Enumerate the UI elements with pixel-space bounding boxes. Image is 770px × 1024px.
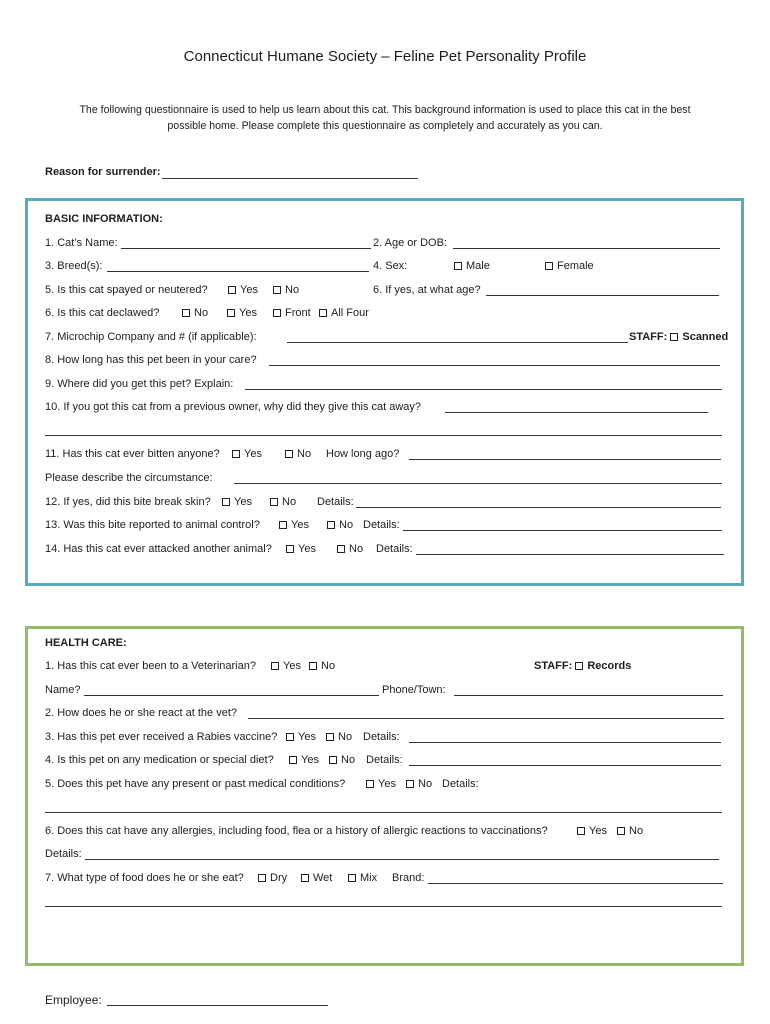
rabies-details-label: Details: (363, 731, 400, 743)
previous-owner-label: 10. If you got this cat from a previous owner, why did they give this cat away? (45, 401, 422, 413)
sex-female-option[interactable]: Female (545, 260, 594, 272)
declawed-allfour-option[interactable]: All Four (319, 307, 369, 319)
vet-visit-label: 1. Has this cat ever been to a Veterinarian? (45, 660, 256, 672)
checkbox-icon[interactable] (222, 498, 230, 506)
circumstance-field[interactable] (234, 483, 722, 484)
rabies-no-option[interactable]: No (326, 731, 352, 743)
food-brand-label: Brand: (392, 872, 425, 884)
previous-owner-field-continued[interactable] (45, 435, 722, 436)
health-care-heading: HEALTH CARE: (45, 637, 127, 649)
conditions-details-label: Details: (442, 778, 479, 790)
intro-text (40, 102, 730, 134)
vet-visit-no-option[interactable]: No (309, 660, 335, 672)
checkbox-icon[interactable] (366, 780, 374, 788)
bite-skin-no-option[interactable]: No (270, 496, 296, 508)
checkbox-icon[interactable] (406, 780, 414, 788)
rabies-yes-option[interactable]: Yes (286, 731, 316, 743)
vet-reaction-label: 2. How does he or she react at the vet? (45, 707, 238, 719)
spayed-yes-option[interactable]: Yes (228, 284, 258, 296)
bite-reported-details-field[interactable] (403, 530, 722, 531)
health-care-section (25, 626, 744, 966)
breed-label: 3. Breed(s): (45, 260, 103, 272)
microchip-label: 7. Microchip Company and # (if applicable): (45, 331, 257, 343)
vet-phone-field[interactable] (454, 695, 723, 696)
bitten-no-option[interactable]: No (285, 448, 311, 460)
sex-male-option[interactable]: Male (454, 260, 490, 272)
cat-name-field[interactable] (121, 248, 371, 249)
bitten-yes-option[interactable]: Yes (232, 448, 262, 460)
declawed-no-option[interactable]: No (182, 307, 208, 319)
checkbox-icon[interactable] (227, 309, 235, 317)
checkbox-icon[interactable] (319, 309, 327, 317)
checkbox-icon[interactable] (329, 756, 337, 764)
medication-yes-option[interactable]: Yes (289, 754, 319, 766)
conditions-no-option[interactable]: No (406, 778, 432, 790)
checkbox-icon[interactable] (337, 545, 345, 553)
bite-skin-details-field[interactable] (356, 507, 721, 508)
food-brand-field[interactable] (428, 883, 723, 884)
staff-scanned[interactable]: STAFF: Scanned (629, 331, 729, 343)
checkbox-icon[interactable] (258, 874, 266, 882)
vet-name-field[interactable] (84, 695, 379, 696)
food-brand-field-continued[interactable] (45, 906, 722, 907)
rabies-label: 3. Has this pet ever received a Rabies vaccine? (45, 731, 278, 743)
checkbox-icon[interactable] (286, 733, 294, 741)
attacked-label: 14. Has this cat ever attacked another animal? (45, 543, 272, 555)
sex-label: 4. Sex: (373, 260, 408, 272)
vet-visit-yes-option[interactable]: Yes (271, 660, 301, 672)
attacked-yes-option[interactable]: Yes (286, 543, 316, 555)
employee-label: Employee: (45, 993, 102, 1007)
checkbox-icon[interactable] (577, 827, 585, 835)
previous-owner-field[interactable] (445, 412, 708, 413)
checkbox-icon[interactable] (617, 827, 625, 835)
food-type-label: 7. What type of food does he or she eat? (45, 872, 244, 884)
checkbox-icon[interactable] (279, 521, 287, 529)
age-field[interactable] (453, 248, 720, 249)
spay-age-field[interactable] (486, 295, 719, 296)
bite-howlong-label: How long ago? (326, 448, 400, 460)
spay-age-label: 6. If yes, at what age? (373, 284, 481, 296)
attacked-details-field[interactable] (416, 554, 724, 555)
vet-phone-label: Phone/Town: (382, 684, 446, 696)
medication-no-option[interactable]: No (329, 754, 355, 766)
page-title: Connecticut Humane Society – Feline Pet Personality Profile (183, 48, 587, 65)
intro-line-1: The following questionnaire is used to help us learn about this cat. This background information is used to place this cat in the best (79, 104, 691, 116)
spayed-no-option[interactable]: No (273, 284, 299, 296)
checkbox-icon[interactable] (545, 262, 553, 270)
checkbox-icon[interactable] (301, 874, 309, 882)
checkbox-icon[interactable] (327, 521, 335, 529)
medication-details-label: Details: (366, 754, 403, 766)
staff-records[interactable]: STAFF: Records (534, 660, 632, 672)
checkbox-icon[interactable] (286, 545, 294, 553)
circumstance-label: Please describe the circumstance: (45, 472, 213, 484)
cat-name-label: 1. Cat’s Name: (45, 237, 118, 249)
checkbox-icon[interactable] (232, 450, 240, 458)
checkbox-icon[interactable] (271, 662, 279, 670)
conditions-label: 5. Does this pet have any present or past medical conditions? (45, 778, 346, 790)
conditions-yes-option[interactable]: Yes (366, 778, 396, 790)
medication-details-field[interactable] (409, 765, 721, 766)
food-mix-option[interactable]: Mix (348, 872, 377, 884)
allergies-details-field[interactable] (85, 859, 719, 860)
declawed-yes-option[interactable]: Yes (227, 307, 257, 319)
checkbox-icon[interactable] (228, 286, 236, 294)
allergies-yes-option[interactable]: Yes (577, 825, 607, 837)
bite-reported-details-label: Details: (363, 519, 400, 531)
bite-reported-label: 13. Was this bite reported to animal control? (45, 519, 260, 531)
checkbox-icon[interactable] (273, 309, 281, 317)
spayed-label: 5. Is this cat spayed or neutered? (45, 284, 208, 296)
conditions-details-field[interactable] (45, 812, 722, 813)
vet-reaction-field[interactable] (248, 718, 724, 719)
checkbox-icon[interactable] (454, 262, 462, 270)
attacked-details-label: Details: (376, 543, 413, 555)
declawed-front-option[interactable]: Front (273, 307, 311, 319)
checkbox-icon[interactable] (670, 333, 678, 341)
reason-field[interactable] (162, 178, 418, 179)
medication-label: 4. Is this pet on any medication or special diet? (45, 754, 274, 766)
checkbox-icon[interactable] (285, 450, 293, 458)
allergies-details-label: Details: (45, 848, 82, 860)
intro-line-2: possible home. Please complete this questionnaire as completely and accurately as you can. (167, 120, 603, 132)
bite-skin-yes-option[interactable]: Yes (222, 496, 252, 508)
microchip-field[interactable] (287, 342, 628, 343)
bite-reported-yes-option[interactable]: Yes (279, 519, 309, 531)
checkbox-icon[interactable] (289, 756, 297, 764)
bite-reported-no-option[interactable]: No (327, 519, 353, 531)
allergies-label: 6. Does this cat have any allergies, including food, flea or a history of allergic reactions to vaccinations? (45, 825, 548, 837)
origin-label: 9. Where did you get this pet? Explain: (45, 378, 234, 390)
breed-field[interactable] (107, 271, 369, 272)
bite-howlong-field[interactable] (409, 459, 721, 460)
vet-name-label: Name? (45, 684, 81, 696)
checkbox-icon[interactable] (326, 733, 334, 741)
food-wet-option[interactable]: Wet (301, 872, 332, 884)
bite-skin-details-label: Details: (317, 496, 354, 508)
checkbox-icon[interactable] (273, 286, 281, 294)
bitten-label: 11. Has this cat ever bitten anyone? (45, 448, 220, 460)
basic-info-heading: BASIC INFORMATION: (45, 213, 163, 225)
food-dry-option[interactable]: Dry (258, 872, 287, 884)
declawed-label: 6. Is this cat declawed? (45, 307, 160, 319)
allergies-no-option[interactable]: No (617, 825, 643, 837)
rabies-details-field[interactable] (409, 742, 721, 743)
checkbox-icon[interactable] (309, 662, 317, 670)
care-duration-field[interactable] (269, 365, 720, 366)
origin-field[interactable] (245, 389, 722, 390)
care-duration-label: 8. How long has this pet been in your care? (45, 354, 257, 366)
checkbox-icon[interactable] (270, 498, 278, 506)
checkbox-icon[interactable] (575, 662, 583, 670)
employee-field[interactable] (107, 1005, 328, 1006)
age-label: 2. Age or DOB: (373, 237, 447, 249)
reason-label: Reason for surrender: (45, 166, 161, 178)
checkbox-icon[interactable] (348, 874, 356, 882)
bite-skin-label: 12. If yes, did this bite break skin? (45, 496, 211, 508)
checkbox-icon[interactable] (182, 309, 190, 317)
attacked-no-option[interactable]: No (337, 543, 363, 555)
